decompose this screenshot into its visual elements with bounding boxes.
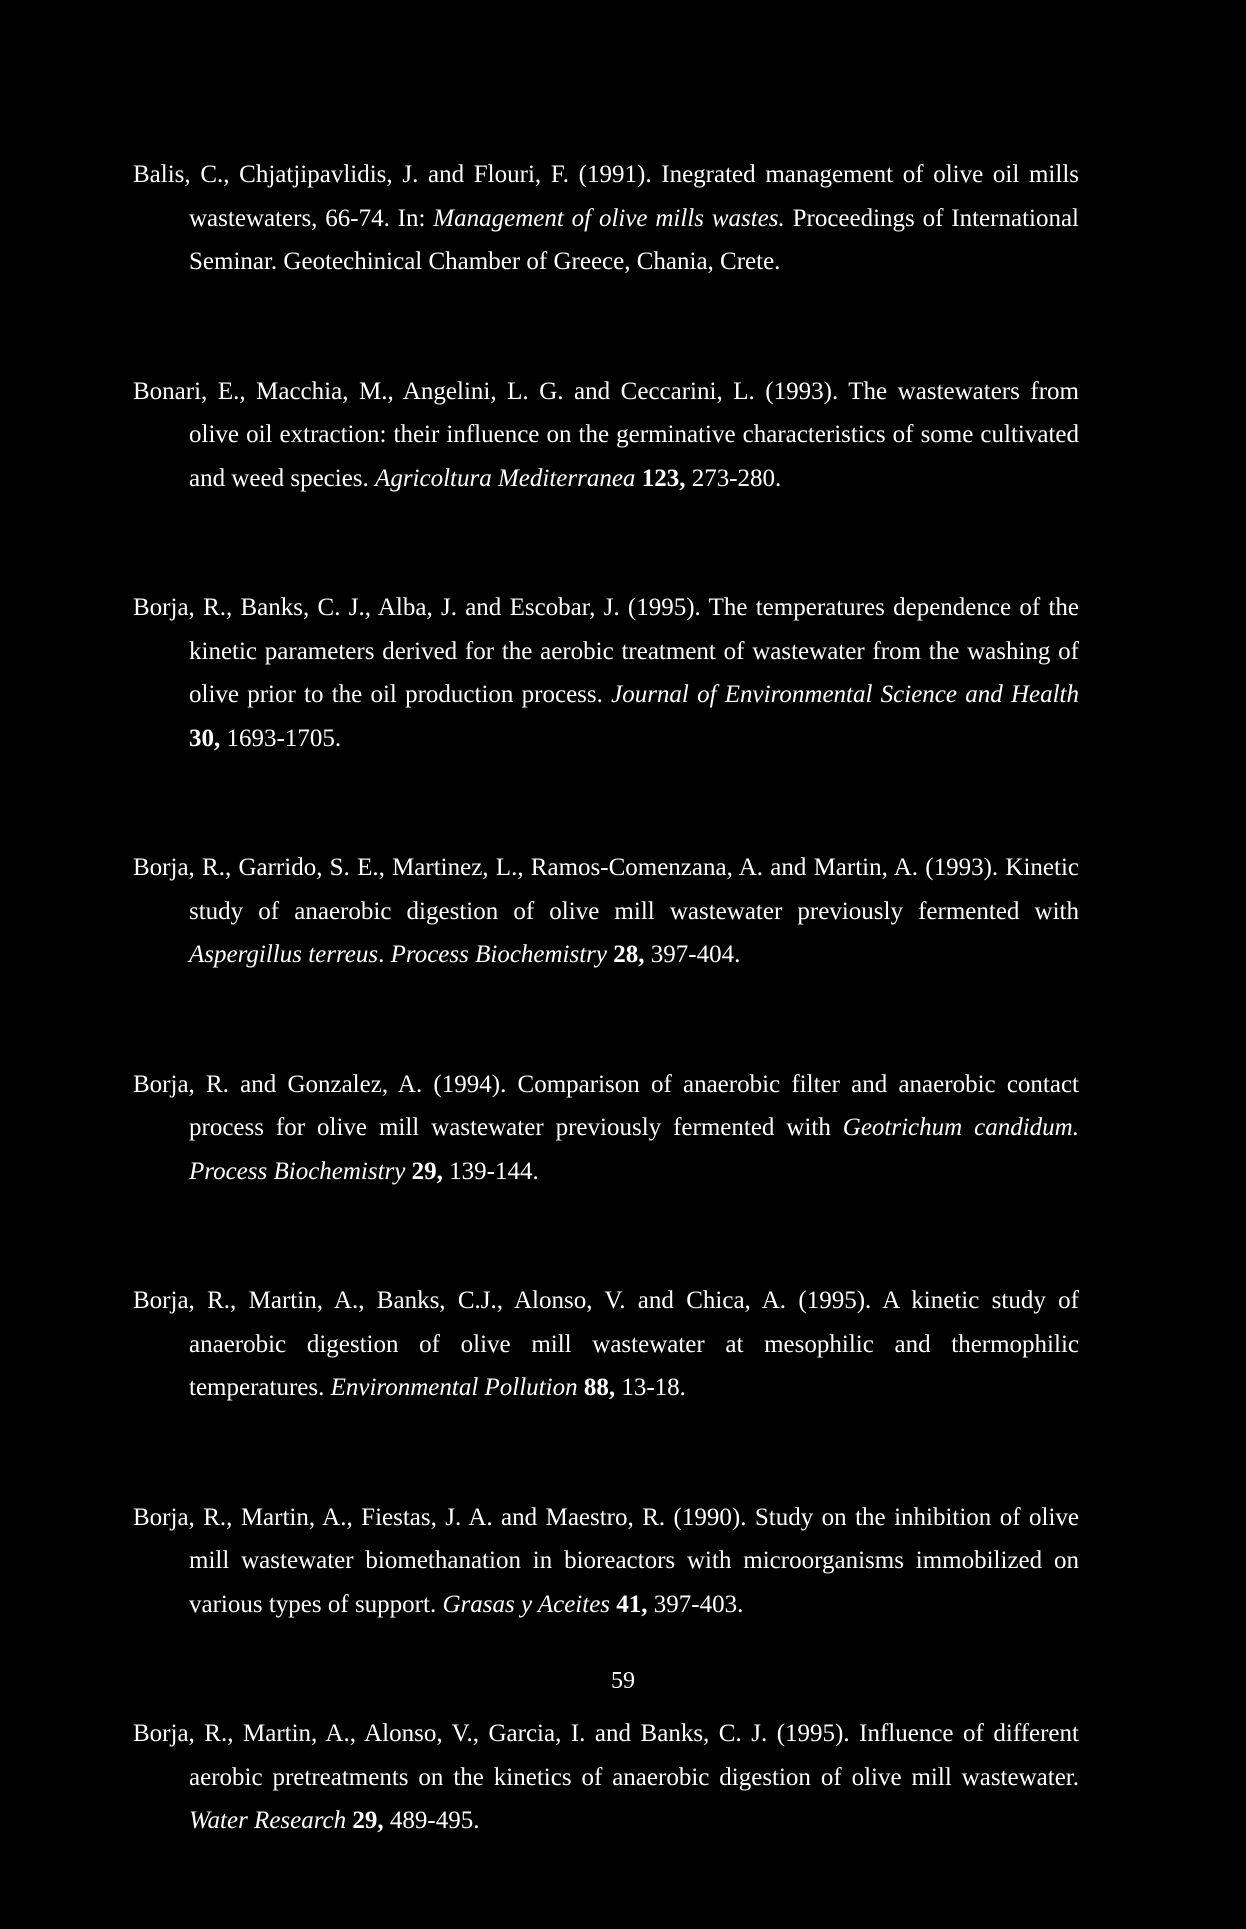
reference-entry bbox=[133, 1712, 1079, 1843]
reference-journal: Water Research bbox=[189, 1807, 347, 1834]
reference-title: Influence of different aerobic pretreatments on the kinetics of anaerobic digestion of olive mill wastewater. bbox=[189, 1720, 1079, 1791]
reference-authors-year: Balis, C., Chjatjipavlidis, J. and Flouri, F. (1991). Inegrated management of olive oil mills wastewaters, 66-74. In: bbox=[133, 161, 1079, 232]
reference-title: A kinetic study of anaerobic digestion of olive mill wastewater at mesophilic and thermophilic temperatures. bbox=[189, 1287, 1079, 1401]
reference-authors-year: Borja, R., Martin, A., Alonso, V., Garcia, I. and Banks, C. J. (1995). bbox=[133, 1720, 860, 1747]
reference-authors-year: Borja, R., Banks, C. J., Alba, J. and Escobar, J. (1995). bbox=[133, 594, 709, 621]
reference-volume: 41, bbox=[610, 1590, 648, 1618]
reference-title: Kinetic study of anaerobic digestion of olive mill wastewater previously fermented with bbox=[189, 854, 1079, 925]
reference-volume: 28, bbox=[607, 941, 645, 968]
reference-pages: 273-280. bbox=[685, 464, 782, 492]
reference-pages: 13-18. bbox=[615, 1374, 686, 1401]
reference-entry bbox=[133, 153, 1079, 284]
reference-pages: 397-404. bbox=[644, 941, 741, 968]
reference-authors-year: Borja, R., Garrido, S. E., Martinez, L., Ramos-Comenzana, A. and Martin, A. (1993). bbox=[133, 854, 1006, 881]
reference-journal: Management of olive mills wastes. bbox=[433, 204, 785, 232]
reference-journal: Process Biochemistry bbox=[189, 1157, 406, 1185]
reference-title: Study on the inhibition of olive mill wastewater biomethanation in bioreactors with microorganisms immobilized on various types of support. bbox=[189, 1503, 1079, 1618]
reference-title: The wastewaters from olive oil extraction: their influence on the germinative characteristics of some cultivated and weed species. bbox=[189, 377, 1079, 492]
reference-entry bbox=[133, 370, 1079, 501]
reference-pages: 1693-1705. bbox=[220, 724, 342, 752]
reference-pages: 139-144. bbox=[442, 1157, 539, 1185]
reference-volume: 123, bbox=[635, 464, 686, 492]
reference-entry bbox=[133, 1496, 1079, 1627]
reference-authors-year: Borja, R. and Gonzalez, A. (1994). bbox=[133, 1070, 518, 1098]
reference-volume: 88, bbox=[577, 1374, 616, 1401]
reference-journal: Process Biochemistry bbox=[390, 941, 608, 968]
reference-pages: 397-403. bbox=[647, 1590, 744, 1618]
reference-species: Geotrichum candidum. bbox=[842, 1114, 1079, 1141]
reference-entry bbox=[133, 1279, 1079, 1410]
reference-authors-year: Bonari, E., Macchia, M., Angelini, L. G. and Ceccarini, L. (1993). bbox=[133, 377, 849, 405]
reference-title: The temperatures dependence of the kinetic parameters derived for the aerobic treatment of wastewater from the washing of olive prior to the oil production process. bbox=[189, 594, 1079, 708]
reference-volume: 30, bbox=[189, 724, 221, 752]
reference-journal: Journal of Environmental Science and Health bbox=[611, 681, 1079, 708]
reference-authors-year: Borja, R., Martin, A., Fiestas, J. A. and Maestro, R. (1990). bbox=[133, 1503, 755, 1531]
reference-journal: Grasas y Aceites bbox=[442, 1590, 611, 1618]
reference-entry bbox=[133, 846, 1079, 977]
reference-volume: 29, bbox=[346, 1807, 384, 1834]
reference-title: Comparison of anaerobic filter and anaerobic contact process for olive mill wastewater previously fermented with bbox=[189, 1070, 1079, 1141]
reference-authors-year: Borja, R., Martin, A., Banks, C.J., Alonso, V. and Chica, A. (1995). bbox=[133, 1287, 883, 1314]
reference-journal: Agricoltura Mediterranea bbox=[375, 464, 636, 492]
page-number: 59 bbox=[611, 1668, 635, 1694]
reference-species: Aspergillus terreus bbox=[189, 941, 379, 968]
reference-journal: Environmental Pollution bbox=[330, 1374, 578, 1401]
reference-entry bbox=[133, 586, 1079, 760]
reference-list bbox=[133, 153, 1079, 1929]
reference-pages: Proceedings of International Seminar. Geotechinical Chamber of Greece, Chania, Crete. bbox=[189, 204, 1080, 275]
reference-title-tail: . bbox=[378, 941, 391, 968]
reference-pages: 489-495. bbox=[383, 1807, 480, 1834]
reference-volume: 29, bbox=[405, 1157, 443, 1185]
reference-entry bbox=[133, 1063, 1079, 1194]
